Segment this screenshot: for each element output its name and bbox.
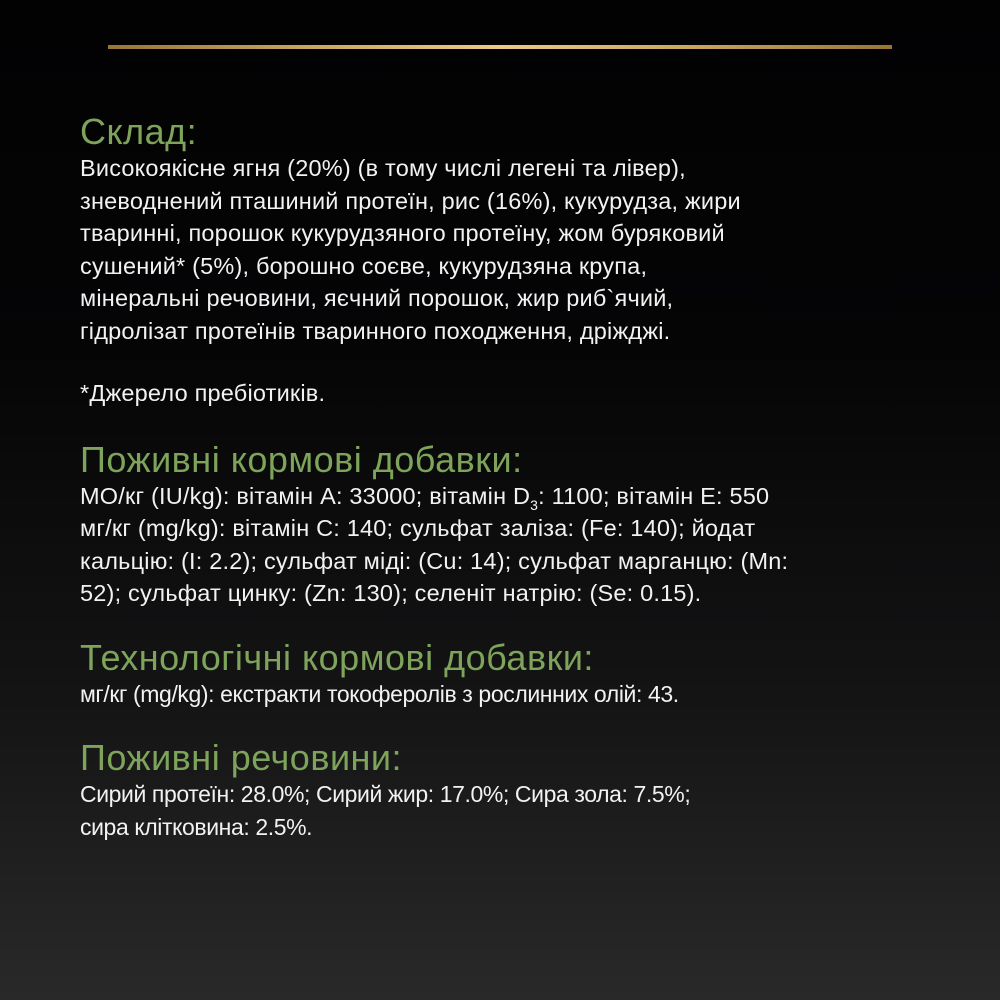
composition-line: Високоякісне ягня (20%) (в тому числі легені та лівер), <box>80 155 686 181</box>
additives-line <box>80 482 770 513</box>
composition-line: сушений* (5%), борошно соєве, кукурудзяна крупа, <box>80 252 648 279</box>
vitamin-text: МО/кг (IU/kg): вітамін А: 33000; вітамін D <box>80 482 531 509</box>
composition-line: зневоднений пташиний протеїн, рис (16%), кукурудза, жири <box>80 187 741 214</box>
composition-line: гідролізат протеїнів тваринного походження, дріжджі. <box>80 317 671 344</box>
nutritional-additives-section <box>80 440 940 610</box>
composition-text <box>80 152 940 347</box>
gold-divider-line <box>108 45 892 49</box>
additives-line: мг/кг (mg/kg): вітамін С: 140; сульфат заліза: (Fe: 140); йодат <box>80 515 756 541</box>
prebiotic-footnote: *Джерело пребіотиків. <box>80 380 326 406</box>
vitamin-text: : 1100; вітамін E: 550 <box>538 482 770 509</box>
additives-line: 52); сульфат цинку: (Zn: 130); селеніт натрію: (Se: 0.15). <box>80 580 702 606</box>
nutritional-additives-text <box>80 480 940 610</box>
composition-line: мінеральні речовини, яєчний порошок, жир риб`ячий, <box>80 285 674 311</box>
composition-title: Склад: <box>80 111 198 152</box>
ingredients-panel <box>80 112 940 843</box>
nutrients-title: Поживні речовини: <box>80 737 403 778</box>
nutrients-text <box>80 778 940 843</box>
technological-additives-title: Технологічні кормові добавки: <box>80 636 594 678</box>
nutrients-line: Сирий протеїн: 28.0%; Сирий жир: 17.0%; Сира зола: 7.5%; <box>80 781 691 807</box>
technological-additives-section <box>80 638 940 711</box>
subscript: 3 <box>530 496 539 513</box>
composition-line: тваринні, порошок кукурудзяного протеїну, жом буряковий <box>80 220 725 246</box>
composition-section <box>80 112 940 410</box>
nutrients-section <box>80 738 940 843</box>
technological-additives-text: мг/кг (mg/kg): екстракти токоферолів з рослинних олій: 43. <box>80 680 679 707</box>
nutritional-additives-title: Поживні кормові добавки: <box>80 438 523 480</box>
nutrients-line: сира клітковина: 2.5%. <box>80 813 313 840</box>
additives-line: кальцію: (I: 2.2); сульфат міді: (Cu: 14); сульфат марганцю: (Mn: <box>80 547 789 574</box>
